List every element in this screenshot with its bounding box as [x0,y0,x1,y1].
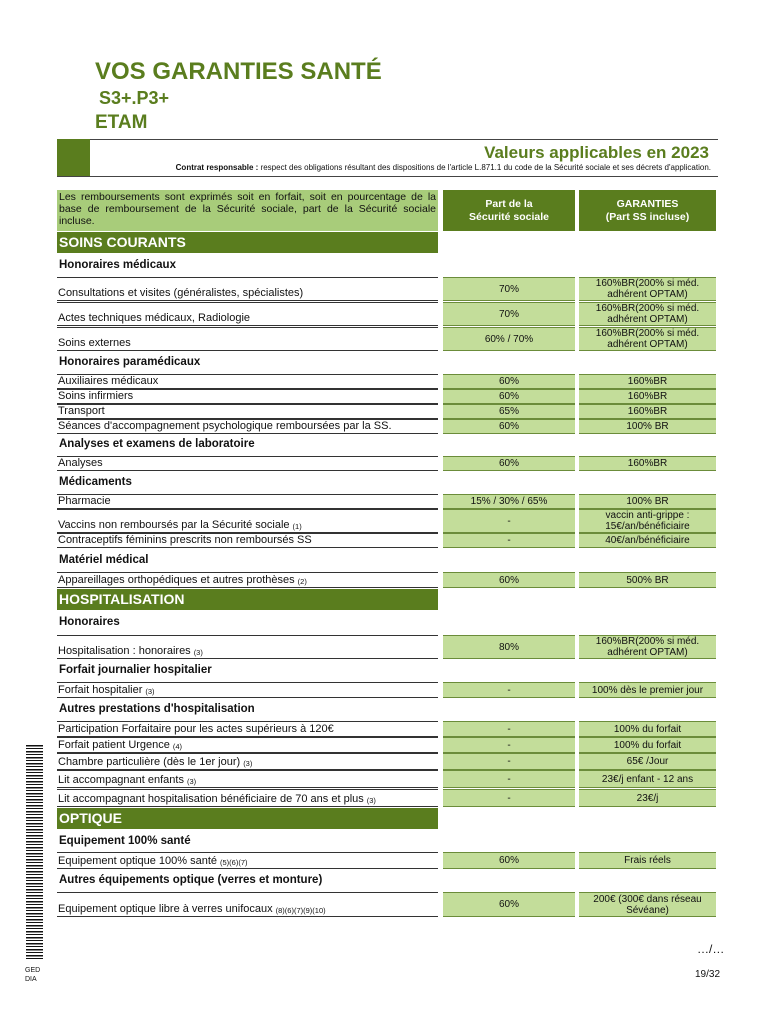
row-garantie: 100% du forfait [579,721,716,737]
row-label: Soins infirmiers [57,389,438,404]
table-row [57,327,716,351]
table-row [57,509,716,533]
row-label: Equipement optique 100% santé (5)(6)(7) [57,852,438,869]
header-green-block [57,139,90,176]
page-number: 19/32 [695,969,721,980]
table-row [57,892,716,917]
row-label: Soins externes [57,327,438,351]
row-label: Transport [57,404,438,419]
sub-honoraires-paramedicaux: Honoraires paramédicaux [59,356,201,368]
row-label: Pharmacie [57,494,438,509]
sub-autres-prestations: Autres prestations d'hospitalisation [59,703,255,715]
table-row [57,852,716,869]
row-garantie: 100% BR [579,419,716,434]
row-part-ss: 80% [443,635,575,659]
col-header-garanties-l1: GARANTIES [616,197,679,210]
row-garantie: 160%BR [579,374,716,389]
title-garanties: VOS GARANTIES SANTÉ [95,58,382,85]
col-header-part-ss-l1: Part de la [485,197,533,210]
table-row [57,721,716,737]
row-part-ss: - [443,753,575,770]
row-label: Lit accompagnant hospitalisation bénéficiaire de 70 ans et plus (3) [57,789,438,807]
row-garantie: 160%BR(200% si méd. adhérent OPTAM) [579,302,716,326]
title-population: ETAM [95,112,148,133]
row-part-ss: - [443,533,575,548]
table-row [57,753,716,770]
row-label: Contraceptifs féminins prescrits non remboursés SS [57,533,438,548]
row-garantie: vaccin anti-grippe : 15€/an/bénéficiaire [579,509,716,533]
row-part-ss: - [443,682,575,698]
continued-mark: …/… [697,942,725,956]
row-part-ss: 15% / 30% / 65% [443,494,575,509]
row-label: Consultations et visites (généralistes, spécialistes) [57,277,438,301]
contrat-label: Contrat responsable : [175,163,259,172]
row-garantie: 160%BR(200% si méd. adhérent OPTAM) [579,277,716,301]
col-header-part-ss [443,190,575,231]
footnote-ref: (3) [145,687,155,696]
row-part-ss: 60% / 70% [443,327,575,351]
table-row [57,635,716,659]
table-row [57,770,716,788]
table-row [57,277,716,301]
row-label: Vaccins non remboursés par la Sécurité sociale (1) [57,509,438,533]
row-garantie: 100% BR [579,494,716,509]
row-part-ss: 70% [443,277,575,301]
row-garantie: Frais réels [579,852,716,869]
row-label: Equipement optique libre à verres unifocaux (8)(6)(7)(9)(10) [57,892,438,917]
sub-honoraires-medicaux: Honoraires médicaux [59,259,176,271]
title-formula: S3+.P3+ [99,88,170,108]
table-row [57,494,716,509]
row-label: Actes techniques médicaux, Radiologie [57,302,438,326]
row-label: Participation Forfaitaire pour les actes supérieurs à 120€ [57,721,438,737]
valeurs-applicables: Valeurs applicables en 2023 [484,143,709,162]
row-garantie: 100% du forfait [579,737,716,753]
row-part-ss: 60% [443,374,575,389]
footnote-ref: (3) [186,777,197,786]
section-soins-courants: SOINS COURANTS [57,232,438,253]
row-label: Lit accompagnant enfants (3) [57,770,438,788]
contrat-responsable-note [176,163,711,172]
table-row [57,789,716,807]
row-label: Chambre particulière (dès le 1er jour) (3) [57,753,438,770]
ged-label: GED DIA [25,967,41,983]
col-header-part-ss-l2: Sécurité sociale [469,210,549,223]
row-garantie: 160%BR [579,404,716,419]
row-part-ss: - [443,770,575,788]
footnote-ref: (1) [292,522,302,531]
table-row [57,737,716,753]
footnote-ref: (3) [243,759,253,768]
table-row [57,404,716,419]
row-garantie: 65€ /Jour [579,753,716,770]
header-bottom-rule [57,176,718,177]
sub-forfait-journalier: Forfait journalier hospitalier [59,664,212,676]
sub-honoraires: Honoraires [59,616,120,628]
row-garantie: 160%BR(200% si méd. adhérent OPTAM) [579,327,716,351]
row-part-ss: 60% [443,456,575,471]
row-label: Analyses [57,456,438,471]
row-garantie: 200€ (300€ dans réseau Sévéane) [579,892,716,917]
row-part-ss: - [443,789,575,807]
row-label: Hospitalisation : honoraires (3) [57,635,438,659]
row-garantie: 23€/j enfant - 12 ans [579,770,716,788]
table-intro: Les remboursements sont exprimés soit en forfait, soit en pourcentage de la base de remboursement de la Sécurité sociale, part de la Sécurité sociale incluse. [57,190,438,231]
row-label: Appareillages orthopédiques et autres prothèses (2) [57,572,438,588]
row-garantie: 160%BR(200% si méd. adhérent OPTAM) [579,635,716,659]
col-header-garanties [579,190,716,231]
contrat-text: respect des obligations résultant des dispositions de l'article L.871.1 du code de la Sécurité sociale et ses décrets d'application. [258,163,711,172]
row-label: Auxiliaires médicaux [57,374,438,389]
row-label: Forfait patient Urgence (4) [57,737,438,753]
row-part-ss: 60% [443,389,575,404]
section-hospitalisation: HOSPITALISATION [57,589,438,610]
section-optique: OPTIQUE [57,808,438,829]
row-part-ss: 60% [443,419,575,434]
row-label: Forfait hospitalier (3) [57,682,438,698]
row-garantie: 23€/j [579,789,716,807]
footnote-ref: (3) [193,648,203,657]
row-label: Séances d'accompagnement psychologique remboursées par la SS. [57,419,438,434]
sub-materiel-medical: Matériel médical [59,554,149,566]
footnote-ref: (5)(6)(7) [220,858,248,867]
table-row [57,456,716,471]
row-part-ss: 60% [443,892,575,917]
footnote-ref: (3) [366,796,376,805]
sub-medicaments: Médicaments [59,476,132,488]
table-row [57,389,716,404]
footnote-ref: (8)(6)(7)(9)(10) [275,906,326,915]
row-part-ss: - [443,509,575,533]
row-part-ss: 70% [443,302,575,326]
row-garantie: 160%BR [579,389,716,404]
row-part-ss: 60% [443,572,575,588]
table-row [57,572,716,588]
footnote-ref: (2) [297,577,307,586]
row-part-ss: 60% [443,852,575,869]
row-part-ss: 65% [443,404,575,419]
row-garantie: 40€/an/bénéficiaire [579,533,716,548]
sub-analyses: Analyses et examens de laboratoire [59,438,255,450]
header-top-rule [57,139,718,140]
table-row [57,682,716,698]
barcode [26,745,43,960]
col-header-garanties-l2: (Part SS incluse) [605,210,690,223]
row-part-ss: - [443,721,575,737]
footnote-ref: (4) [172,742,183,751]
table-row [57,533,716,548]
row-part-ss: - [443,737,575,753]
row-garantie: 160%BR [579,456,716,471]
table-row [57,302,716,326]
sub-equipement-100: Equipement 100% santé [59,835,191,847]
table-row [57,374,716,389]
table-row [57,419,716,434]
row-garantie: 100% dès le premier jour [579,682,716,698]
row-garantie: 500% BR [579,572,716,588]
sub-autres-equipements: Autres équipements optique (verres et monture) [59,874,323,886]
